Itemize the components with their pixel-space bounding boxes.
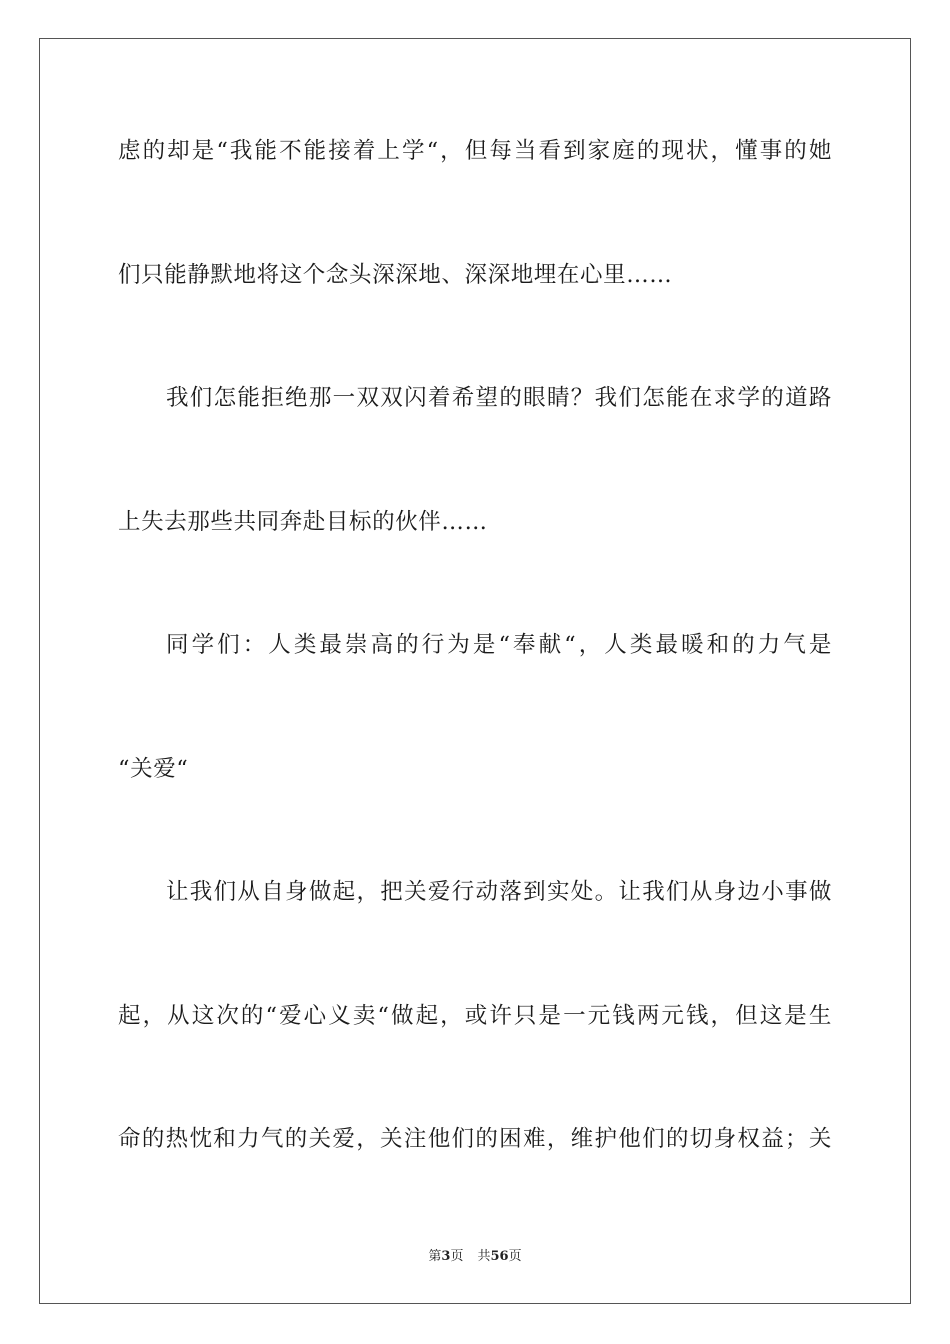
total-prefix: 共 — [477, 1249, 491, 1264]
body-line: 们只能静默地将这个念头深深地、深深地埋在心里…… — [118, 262, 673, 288]
page-suffix: 页 — [450, 1249, 464, 1264]
body-line: 命的热忱和力气的关爱，关注他们的困难，维护他们的切身权益；关 — [118, 1126, 832, 1152]
body-line: 起，从这次的“爱心义卖“做起，或许只是一元钱两元钱，但这是生 — [118, 1003, 832, 1029]
page-border — [39, 38, 911, 1304]
body-line: 虑的却是“我能不能接着上学“，但每当看到家庭的现状，懂事的她 — [118, 138, 832, 164]
paragraph-first-line: 我们怎能拒绝那一双双闪着希望的眼睛？我们怎能在求学的道路 — [166, 385, 832, 411]
page-footer — [0, 1248, 950, 1266]
total-pages: 56 — [490, 1249, 509, 1264]
body-line: “关爱“ — [118, 756, 189, 782]
page-number: 3 — [441, 1249, 451, 1264]
page-prefix: 第 — [428, 1249, 442, 1264]
paragraph-first-line: 同学们：人类最崇高的行为是“奉献“，人类最暖和的力气是 — [166, 632, 832, 658]
paragraph-first-line: 让我们从自身做起，把关爱行动落到实处。让我们从身边小事做 — [166, 879, 832, 905]
total-suffix: 页 — [508, 1249, 522, 1264]
body-line: 上失去那些共同奔赴目标的伙伴…… — [118, 509, 488, 535]
